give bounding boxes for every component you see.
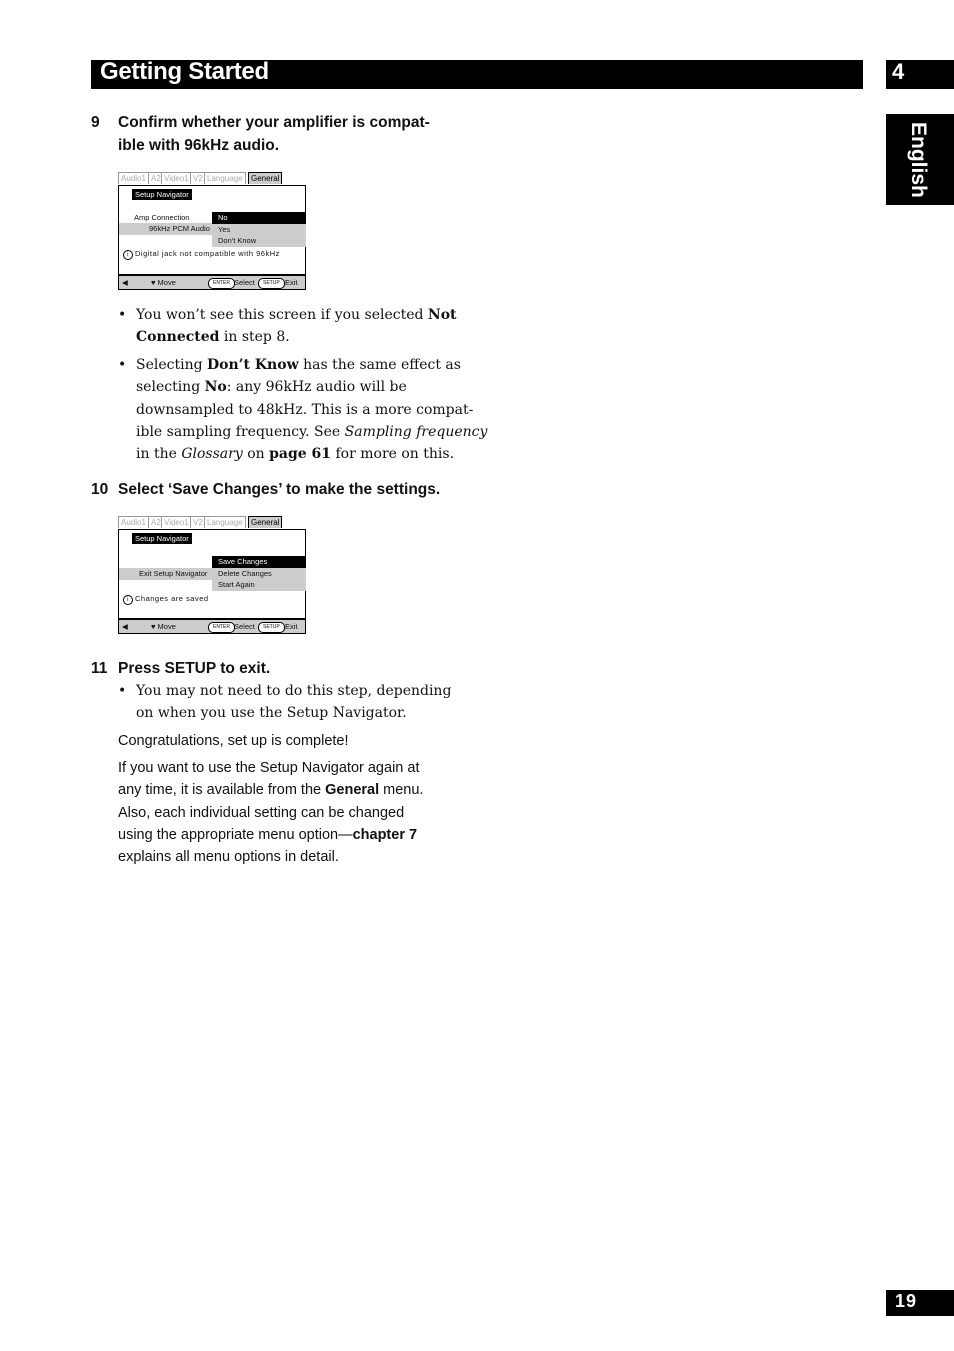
tab-video1: Video1 — [161, 172, 192, 184]
tab-a2: A2 — [148, 516, 164, 528]
screen-panel — [118, 529, 306, 619]
step-number: 9 — [91, 114, 100, 131]
page-number-box — [886, 1290, 954, 1316]
info-text: Digital jack not compatible with 96kHz — [135, 249, 280, 258]
language-label: English — [907, 122, 930, 198]
option-yes[interactable]: Yes — [212, 224, 306, 236]
info-icon: i — [123, 250, 133, 260]
language-side-tab — [886, 114, 954, 205]
select-label: Select — [234, 278, 255, 287]
tab-audio1: Audio1 — [118, 172, 149, 184]
setup-screen-save-changes — [118, 516, 306, 634]
tab-a2: A2 — [148, 172, 164, 184]
congratulations-text: Congratulations, set up is complete! — [118, 733, 349, 749]
setup-navigator-label: Setup Navigator — [132, 189, 192, 200]
menu-tabs — [118, 516, 306, 529]
move-hint — [151, 622, 176, 632]
screen-panel — [118, 185, 306, 275]
info-message — [123, 249, 280, 260]
amp-connection-label: Amp Connection — [134, 213, 190, 222]
exit-label: Exit — [285, 622, 298, 631]
tab-audio1: Audio1 — [118, 516, 149, 528]
step-text-line: Confirm whether your amplifier is compat- — [118, 114, 430, 131]
option-dont-know[interactable]: Don't Know — [212, 235, 306, 247]
tab-video1: Video1 — [161, 516, 192, 528]
page-number: 19 — [895, 1291, 918, 1311]
move-label: Move — [157, 278, 176, 287]
chapter-number: 4 — [892, 59, 905, 84]
left-arrow-icon: ◀ — [122, 622, 128, 631]
option-list — [212, 556, 306, 591]
setup-navigator-label: Setup Navigator — [132, 533, 192, 544]
page-title: Getting Started — [100, 58, 269, 85]
step-number: 10 — [91, 481, 109, 498]
setup-screen-amp-96khz — [118, 172, 306, 290]
info-message — [123, 594, 209, 605]
tab-v2: V2 — [190, 516, 206, 528]
enter-key: ENTER — [208, 622, 235, 633]
down-arrow-icon: ♥ — [151, 622, 156, 631]
tab-language: Language — [204, 172, 246, 184]
info-icon: i — [123, 595, 133, 605]
chapter-number-box — [886, 60, 954, 89]
info-text: Changes are saved — [135, 594, 209, 603]
step-text-line: Select ‘Save Changes’ to make the settings. — [118, 481, 441, 498]
tab-general: General — [248, 172, 282, 184]
option-start-again[interactable]: Start Again — [212, 579, 306, 591]
select-label: Select — [234, 622, 255, 631]
enter-key: ENTER — [208, 278, 235, 289]
option-save-changes[interactable]: Save Changes — [212, 556, 306, 568]
setup-key: SETUP — [258, 622, 285, 633]
down-arrow-icon: ♥ — [151, 278, 156, 287]
screen-footer — [118, 619, 306, 634]
chapter-header-bar — [91, 60, 863, 89]
tab-general: General — [248, 516, 282, 528]
tab-language: Language — [204, 516, 246, 528]
menu-tabs — [118, 172, 306, 185]
left-arrow-icon: ◀ — [122, 278, 128, 287]
exit-setup-navigator-label: Exit Setup Navigator — [139, 569, 208, 578]
tab-v2: V2 — [190, 172, 206, 184]
move-hint — [151, 278, 176, 288]
option-delete-changes[interactable]: Delete Changes — [212, 568, 306, 580]
step-text-line: Press SETUP to exit. — [118, 660, 271, 677]
option-list — [212, 212, 306, 247]
setup-key: SETUP — [258, 278, 285, 289]
step-number: 11 — [91, 660, 108, 677]
screen-footer — [118, 275, 306, 290]
option-no[interactable]: No — [212, 212, 306, 224]
pcm-audio-label: 96kHz PCM Audio — [149, 224, 210, 233]
move-label: Move — [157, 622, 176, 631]
exit-label: Exit — [285, 278, 298, 287]
closing-paragraph: If you want to use the Setup Navigator again at any time, it is available from the General menu. Also, each individual setting can be changed using the appropriate menu option—chapter 7 explains all menu options in detail. — [118, 760, 424, 866]
step-text-line: ible with 96kHz audio. — [118, 137, 280, 154]
